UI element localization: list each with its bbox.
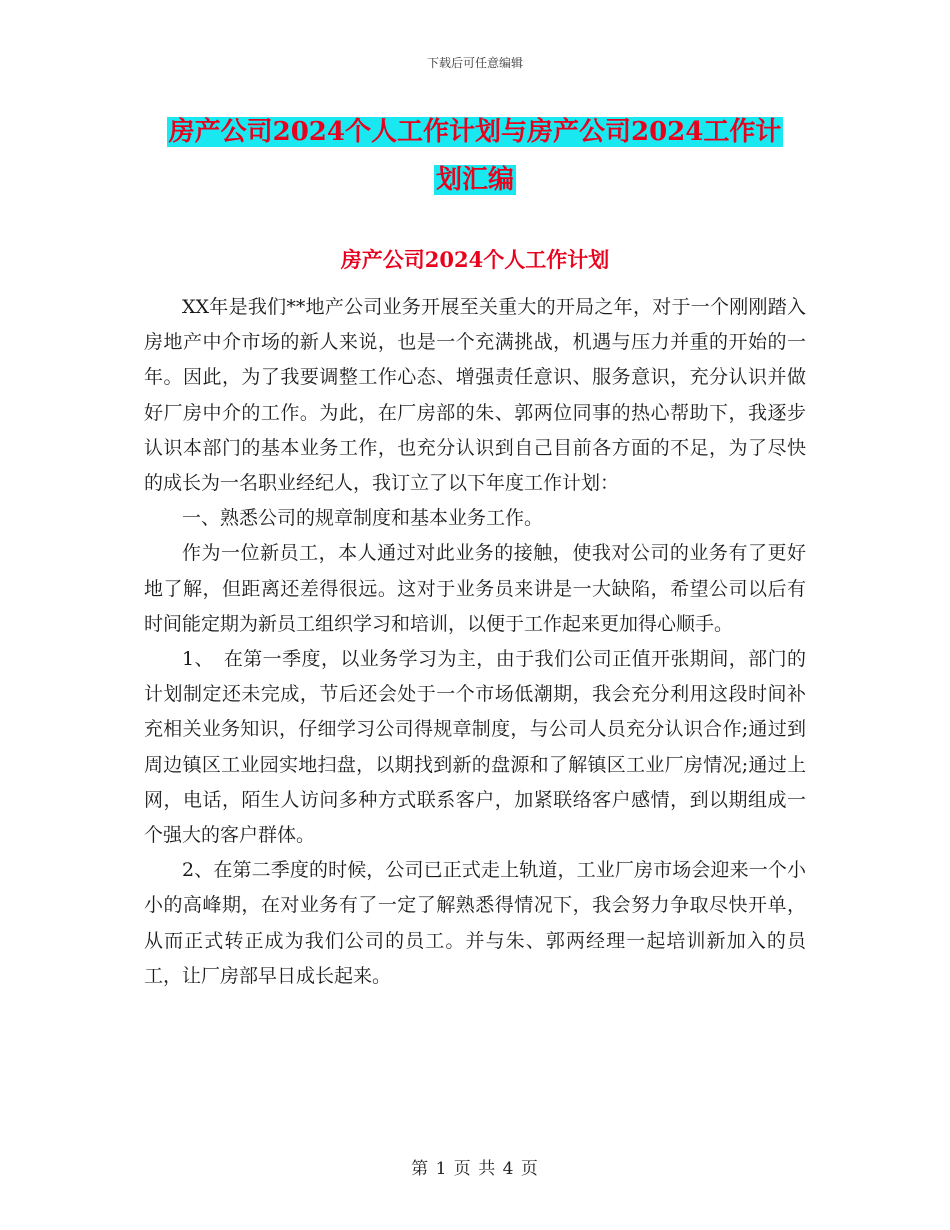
page-footer: 第 1 页 共 4 页 (411, 1159, 539, 1179)
paragraph-new-employee: 作为一位新员工，本人通过对此业务的接触，使我对公司的业务有了更好地了解，但距离还差得很远。这对于业务员来讲是一大缺陷，希望公司以后有时间能定期为新员工组织学习和培训，以便于工作起来更加得心顺手。 (144, 542, 806, 635)
paragraph-heading-1: 一、熟悉公司的规章制度和基本业务工作。 (182, 507, 544, 530)
document-body (144, 290, 806, 994)
section-title: 房产公司2024个人工作计划 (340, 247, 610, 272)
header-note: 下载后可任意编辑 (426, 56, 523, 70)
document-title (150, 108, 800, 204)
paragraph-quarter-1: 1、 在第一季度，以业务学习为主，由于我们公司正值开张期间，部门的计划制定还未完成，节后还会处于一个市场低潮期，我会充分利用这段时间补充相关业务知识，仔细学习公司得规章制度，与公司人员充分认识合作;通过到周边镇区工业园实地扫盘，以期找到新的盘源和了解镇区工业厂房情况;通过上网，电话，陌生人访问多种方式联系客户，加紧联络客户感情，到以期组成一个强大的客户群体。 (144, 648, 806, 847)
document-title-line-1: 房产公司2024个人工作计划与房产公司2024工作计 (168, 117, 782, 147)
document-title-line-2: 划汇编 (435, 165, 514, 195)
paragraph-intro: XX年是我们**地产公司业务开展至关重大的开局之年，对于一个刚刚踏入房地产中介市场的新人来说，也是一个充满挑战，机遇与压力并重的开始的一年。因此，为了我要调整工作心态、增强责任意识、服务意识，充分认识并做好厂房中介的工作。为此，在厂房部的朱、郭两位同事的热心帮助下，我逐步认识本部门的基本业务工作，也充分认识到自己目前各方面的不足，为了尽快的成长为一名职业经纪人，我订立了以下年度工作计划： (144, 296, 806, 495)
paragraph-quarter-2: 2、在第二季度的时候，公司已正式走上轨道，工业厂房市场会迎来一个小小的高峰期，在对业务有了一定了解熟悉得情况下，我会努力争取尽快开单，从而正式转正成为我们公司的员工。并与朱、郭两经理一起培训新加入的员工，让厂房部早日成长起来。 (144, 859, 806, 987)
